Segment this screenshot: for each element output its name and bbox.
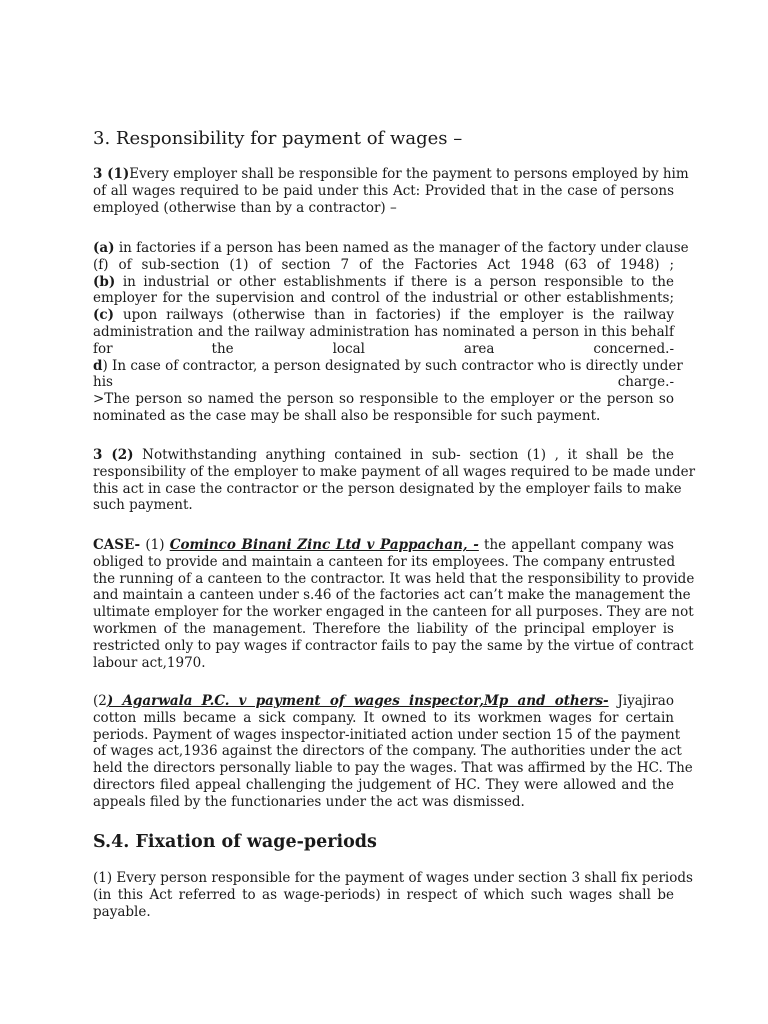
clause-c-tag: (c) (93, 307, 114, 324)
case-1-title: Cominco Binani Zinc Ltd v Pappachan, - (169, 537, 479, 553)
case-label: CASE- (93, 537, 141, 553)
clause-a-tag: (a) (93, 240, 115, 256)
clause-d-tag: d (93, 357, 103, 374)
paragraph-3-2: 3 (2) Notwithstanding anything contained in sub- section (1) , it shall be the responsibility of the employer to make payment of all wages required to be made under this act in case the contractor or the person designated by the employer fails to make such payment. (93, 447, 696, 514)
section-3-heading: 3. Responsibility for payment of wages – (93, 128, 463, 149)
clauses-list: (a) in factories if a person has been named as the manager of the factory under clause (f) of sub-section (1) of section 7 of the Factories Act 1948 (63 of 1948) ; (b) in industrial or other establishments if there is a person responsible to the employer for the supervision and control of the industrial or other establishments; (c) upon railways (otherwise than in factories) if the employer is the railway administration and the railway administration has nominated a person in this behalf for the local area concerned.- d) In case of contractor, a person designated by such contractor who is directly under his charge.- >The person so named the person so responsible to the employer or the person so nominated as the case may be shall also be responsible for such payment. (93, 240, 689, 424)
clause-number: 3 (2) (93, 447, 134, 463)
section-4-heading: S.4. Fixation of wage-periods (93, 832, 377, 852)
clause-b-tag: (b) (93, 273, 116, 290)
paragraph-4-1: (1) Every person responsible for the payment of wages under section 3 shall fix periods (in this Act referred to as wage-periods) in respect of which such wages shall be payable. (93, 870, 693, 920)
case-2-paragraph: (2) Agarwala P.C. v payment of wages inspector,Mp and others- Jiyajirao cotton mills became a sick company. It owned to its workmen wages for certain periods. Payment of wages inspector-initiated action under section 15 of the payment of wages act,1936 against the directors of the company. The authorities under the act held the directors personally liable to pay the wages. That was affirmed by the HC. The directors filed appeal challenging the judgement of HC. They were allowed and the appeals filed by the functionaries under the act was dismissed. (93, 693, 693, 810)
paragraph-3-1: 3 (1)Every employer shall be responsible for the payment to persons employed by him of all wages required to be paid under this Act: Provided that in the case of persons employed (otherwise than by a contractor) – (93, 166, 689, 216)
case-1-paragraph: CASE- (1) Cominco Binani Zinc Ltd v Pappachan, - the appellant company was obliged to provide and maintain a canteen for its employees. The company entrusted the running of a canteen to the contractor. It was held that the responsibility to provide and maintain a canteen under s.46 of the factories act can’t make the management the ultimate employer for the worker engaged in the canteen for all purposes. They are not workmen of the management. Therefore the liability of the principal employer is restricted only to pay wages if contractor fails to pay the same by the virtue of contract labour act,1970. (93, 537, 695, 671)
clause-number: 3 (1) (93, 166, 130, 182)
case-2-title: ) Agarwala P.C. v payment of wages inspector,Mp and others- (106, 693, 609, 709)
